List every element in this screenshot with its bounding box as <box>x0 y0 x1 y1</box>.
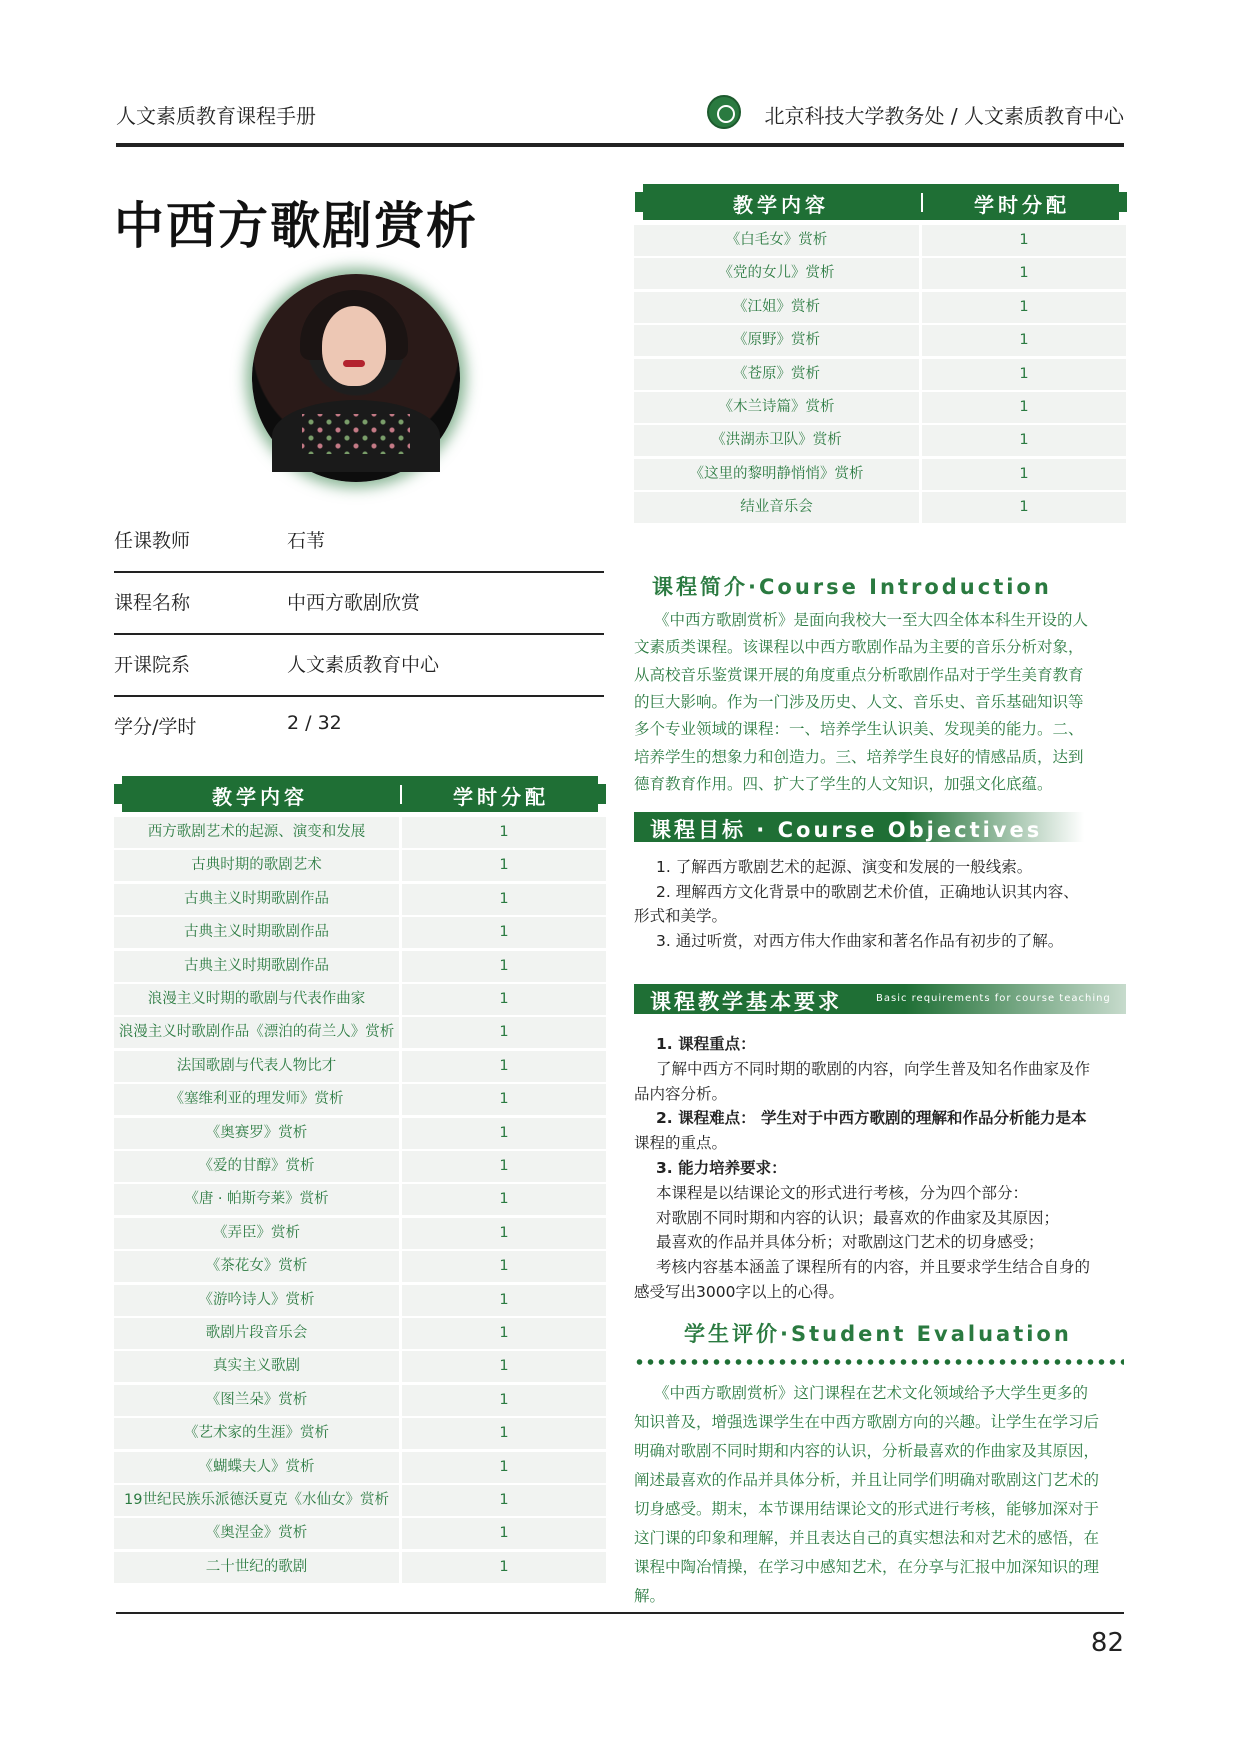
text-line: 知识普及，增强选课学生在中西方歌剧方向的兴趣。让学生在学习后 <box>634 1413 1100 1431</box>
table-cell-content: 《爱的甘醇》赏析 <box>114 1151 399 1182</box>
table-row <box>634 425 1126 458</box>
left-table-head-hours: 学时分配 <box>453 785 549 809</box>
table-cell-hours: 1 <box>922 492 1126 523</box>
text-line: 切身感受。期末，本节课用结课论文的形式进行考核，能够加深对于 <box>634 1500 1100 1518</box>
table-cell-content: 歌剧片段音乐会 <box>114 1318 399 1349</box>
table-cell-content: 《木兰诗篇》赏析 <box>634 392 919 423</box>
table-cell-hours: 1 <box>402 1351 606 1382</box>
page-number: 82 <box>1090 1628 1124 1658</box>
table-cell-content: 古典时期的歌剧艺术 <box>114 850 399 881</box>
text-line: 本课程是以结课论文的形式进行考核，分为四个部分： <box>656 1183 1029 1202</box>
text-line: 多个专业领域的课程：一、培养学生认识美、发现美的能力。二、 <box>634 720 1084 739</box>
table-row <box>634 225 1126 258</box>
table-cell-hours: 1 <box>402 1485 606 1516</box>
table-row <box>114 1218 606 1251</box>
table-row <box>114 1351 606 1384</box>
text-line: 2. 理解西方文化背景中的歌剧艺术价值，正确地认识其内容、 <box>656 882 1079 901</box>
info-label: 开课院系 <box>114 654 191 676</box>
table-cell-hours: 1 <box>922 292 1126 323</box>
text-line: 2. 课程难点： 学生对于中西方歌剧的理解和作品分析能力是本 <box>656 1109 1087 1128</box>
table-row <box>114 817 606 850</box>
info-value: 人文素质教育中心 <box>287 654 440 676</box>
table-cell-content: 《原野》赏析 <box>634 325 919 356</box>
table-row <box>634 459 1126 492</box>
table-cell-hours: 1 <box>402 1151 606 1182</box>
table-cell-hours: 1 <box>922 325 1126 356</box>
left-table-header <box>122 776 598 812</box>
header-right-title: 北京科技大学教务处 / 人文素质教育中心 <box>764 104 1124 128</box>
table-row <box>634 359 1126 392</box>
table-cell-hours: 1 <box>402 1118 606 1149</box>
right-table-head-content: 教学内容 <box>733 193 829 217</box>
table-cell-hours: 1 <box>402 917 606 948</box>
table-cell-content: 《唐 · 帕斯夸莱》赏析 <box>114 1184 399 1215</box>
table-cell-hours: 1 <box>922 459 1126 490</box>
text-line: 考核内容基本涵盖了课程所有的内容，并且要求学生结合自身的 <box>656 1258 1091 1277</box>
table-row <box>114 1118 606 1151</box>
table-row <box>114 1518 606 1551</box>
table-row <box>114 1151 606 1184</box>
right-table-header <box>643 184 1119 220</box>
table-row <box>634 258 1126 291</box>
text-line: 1. 课程重点： <box>656 1035 756 1053</box>
table-row <box>634 292 1126 325</box>
table-cell-content: 《茶花女》赏析 <box>114 1251 399 1282</box>
table-row <box>114 1485 606 1518</box>
info-value: 石苇 <box>287 530 326 552</box>
course-title: 中西方歌剧赏析 <box>114 197 478 255</box>
text-line: 明确对歌剧不同时期和内容的认识，分析最喜欢的作曲家及其原因， <box>634 1442 1100 1460</box>
table-row <box>114 1385 606 1418</box>
portrait-face <box>322 306 386 386</box>
table-cell-hours: 1 <box>402 1318 606 1349</box>
table-cell-content: 《江姐》赏析 <box>634 292 919 323</box>
header-left-title: 人文素质教育课程手册 <box>116 104 316 128</box>
table-row <box>114 850 606 883</box>
table-row <box>634 492 1126 525</box>
table-cell-hours: 1 <box>402 1251 606 1282</box>
table-cell-content: 《奥赛罗》赏析 <box>114 1118 399 1149</box>
requirements-banner <box>634 984 1126 1014</box>
left-table-head-content: 教学内容 <box>212 785 308 809</box>
table-row <box>114 1051 606 1084</box>
table-cell-content: 《塞维利亚的理发师》赏析 <box>114 1084 399 1115</box>
table-cell-hours: 1 <box>922 392 1126 423</box>
table-row <box>634 392 1126 425</box>
info-label: 任课教师 <box>114 530 191 552</box>
table-cell-content: 古典主义时期歌剧作品 <box>114 917 399 948</box>
info-label: 学分/学时 <box>114 716 197 738</box>
objectives-title: 课程目标 · Course Objectives <box>650 818 1043 842</box>
evaluation-title: 学生评价·Student Evaluation <box>684 1322 1072 1346</box>
portrait-lips <box>343 360 365 367</box>
text-line: 解。 <box>634 1587 666 1605</box>
table-cell-hours: 1 <box>402 984 606 1015</box>
table-row <box>114 917 606 950</box>
portrait-dress <box>272 400 440 472</box>
table-cell-hours: 1 <box>402 1418 606 1449</box>
university-logo-icon <box>707 95 741 129</box>
header-divider <box>116 143 1124 147</box>
text-line: 3. 能力培养要求： <box>656 1159 787 1177</box>
table-cell-content: 法国歌剧与代表人物比才 <box>114 1051 399 1082</box>
dotted-divider <box>634 1359 1124 1365</box>
table-cell-content: 浪漫主义时期的歌剧与代表作曲家 <box>114 984 399 1015</box>
text-line: 《中西方歌剧赏析》这门课程在艺术文化领域给予大学生更多的 <box>654 1384 1089 1402</box>
table-cell-hours: 1 <box>402 850 606 881</box>
table-cell-content: 《这里的黎明静悄悄》赏析 <box>634 459 919 490</box>
table-row <box>114 884 606 917</box>
info-label: 课程名称 <box>114 592 191 614</box>
text-line: 1. 了解西方歌剧艺术的起源、演变和发展的一般线索。 <box>656 858 1033 876</box>
text-line: 《中西方歌剧赏析》是面向我校大一至大四全体本科生开设的人 <box>654 611 1089 629</box>
text-line: 德育教育作用。四、扩大了学生的人文知识，加强文化底蕴。 <box>634 774 1053 793</box>
objectives-banner <box>634 812 1084 842</box>
info-row-course-name <box>114 572 604 635</box>
text-line: 品内容分析。 <box>634 1084 728 1103</box>
table-cell-hours: 1 <box>402 1084 606 1115</box>
table-row <box>114 1251 606 1284</box>
table-cell-hours: 1 <box>402 1218 606 1249</box>
text-line: 形式和美学。 <box>634 907 728 925</box>
table-cell-content: 《洪湖赤卫队》赏析 <box>634 425 919 456</box>
table-cell-hours: 1 <box>922 359 1126 390</box>
table-row <box>114 1418 606 1451</box>
text-line: 课程的重点。 <box>634 1134 728 1153</box>
table-row <box>114 984 606 1017</box>
table-cell-content: 西方歌剧艺术的起源、演变和发展 <box>114 817 399 848</box>
info-row-teacher <box>114 510 604 573</box>
table-row <box>114 1184 606 1217</box>
text-line: 培养学生的想象力和创造力。三、培养学生良好的情感品质，达到 <box>634 747 1084 766</box>
table-cell-content: 二十世纪的歌剧 <box>114 1552 399 1583</box>
table-cell-content: 《图兰朵》赏析 <box>114 1385 399 1416</box>
table-cell-content: 《游吟诗人》赏析 <box>114 1285 399 1316</box>
footer-divider <box>116 1612 1124 1614</box>
header-separator <box>921 193 923 212</box>
table-cell-content: 结业音乐会 <box>634 492 919 523</box>
table-cell-hours: 1 <box>922 425 1126 456</box>
table-cell-hours: 1 <box>402 1285 606 1316</box>
table-cell-content: 古典主义时期歌剧作品 <box>114 884 399 915</box>
text-line: 3. 通过听赏，对西方伟大作曲家和著名作品有初步的了解。 <box>656 931 1064 950</box>
text-line: 从高校音乐鉴赏课开展的角度重点分析歌剧作品对于学生美育教育 <box>634 665 1084 684</box>
text-line: 阐述最喜欢的作品并具体分析，并且让同学们明确对歌剧这门艺术的 <box>634 1471 1100 1489</box>
table-row <box>114 951 606 984</box>
table-row <box>114 1084 606 1117</box>
table-cell-content: 《奥涅金》赏析 <box>114 1518 399 1549</box>
table-row <box>634 325 1126 358</box>
text-line: 了解中西方不同时期的歌剧的内容，向学生普及知名作曲家及作 <box>656 1059 1091 1078</box>
text-line: 对歌剧不同时期和内容的认识；最喜欢的作曲家及其原因； <box>656 1208 1060 1227</box>
text-line: 这门课的印象和理解，并且表达自己的真实想法和对艺术的感悟，在 <box>634 1529 1100 1547</box>
table-cell-hours: 1 <box>402 1518 606 1549</box>
text-line: 最喜欢的作品并具体分析；对歌剧这门艺术的切身感受； <box>656 1233 1044 1252</box>
requirements-title: 课程教学基本要求 <box>650 990 842 1014</box>
table-cell-hours: 1 <box>922 225 1126 256</box>
requirements-subtitle: Basic requirements for course teaching <box>876 993 1111 1004</box>
header-separator <box>400 785 402 804</box>
text-line: 文素质类课程。该课程以中西方歌剧作品为主要的音乐分析对象， <box>634 638 1084 657</box>
table-row <box>114 1452 606 1485</box>
info-value: 2 / 32 <box>287 712 342 734</box>
table-cell-hours: 1 <box>402 817 606 848</box>
table-cell-content: 古典主义时期歌剧作品 <box>114 951 399 982</box>
table-cell-hours: 1 <box>402 1552 606 1583</box>
table-cell-hours: 1 <box>402 951 606 982</box>
right-table-head-hours: 学时分配 <box>974 193 1070 217</box>
table-row <box>114 1552 606 1585</box>
table-cell-content: 《蝴蝶夫人》赏析 <box>114 1452 399 1483</box>
table-cell-content: 浪漫主义时歌剧作品《漂泊的荷兰人》赏析 <box>114 1017 399 1048</box>
table-cell-hours: 1 <box>402 1385 606 1416</box>
info-value: 中西方歌剧欣赏 <box>287 592 421 614</box>
table-row <box>114 1318 606 1351</box>
table-cell-hours: 1 <box>402 1452 606 1483</box>
table-cell-content: 《弄臣》赏析 <box>114 1218 399 1249</box>
text-line: 的巨大影响。作为一门涉及历史、人文、音乐史、音乐基础知识等 <box>634 692 1084 711</box>
table-cell-hours: 1 <box>922 258 1126 289</box>
table-cell-hours: 1 <box>402 1051 606 1082</box>
table-cell-hours: 1 <box>402 884 606 915</box>
text-line: 课程中陶冶情操，在学习中感知艺术，在分享与汇报中加深知识的理 <box>634 1558 1100 1576</box>
table-cell-content: 《苍原》赏析 <box>634 359 919 390</box>
table-row <box>114 1285 606 1318</box>
intro-title: 课程简介·Course Introduction <box>652 575 1052 599</box>
info-row-department <box>114 634 604 697</box>
info-row-credits <box>114 696 604 757</box>
table-row <box>114 1017 606 1050</box>
table-cell-content: 19世纪民族乐派德沃夏克《水仙女》赏析 <box>114 1485 399 1516</box>
text-line: 感受写出3000字以上的心得。 <box>634 1283 844 1301</box>
table-cell-content: 《白毛女》赏析 <box>634 225 919 256</box>
table-cell-content: 真实主义歌剧 <box>114 1351 399 1382</box>
table-cell-content: 《艺术家的生涯》赏析 <box>114 1418 399 1449</box>
table-cell-hours: 1 <box>402 1017 606 1048</box>
table-cell-content: 《党的女儿》赏析 <box>634 258 919 289</box>
table-cell-hours: 1 <box>402 1184 606 1215</box>
